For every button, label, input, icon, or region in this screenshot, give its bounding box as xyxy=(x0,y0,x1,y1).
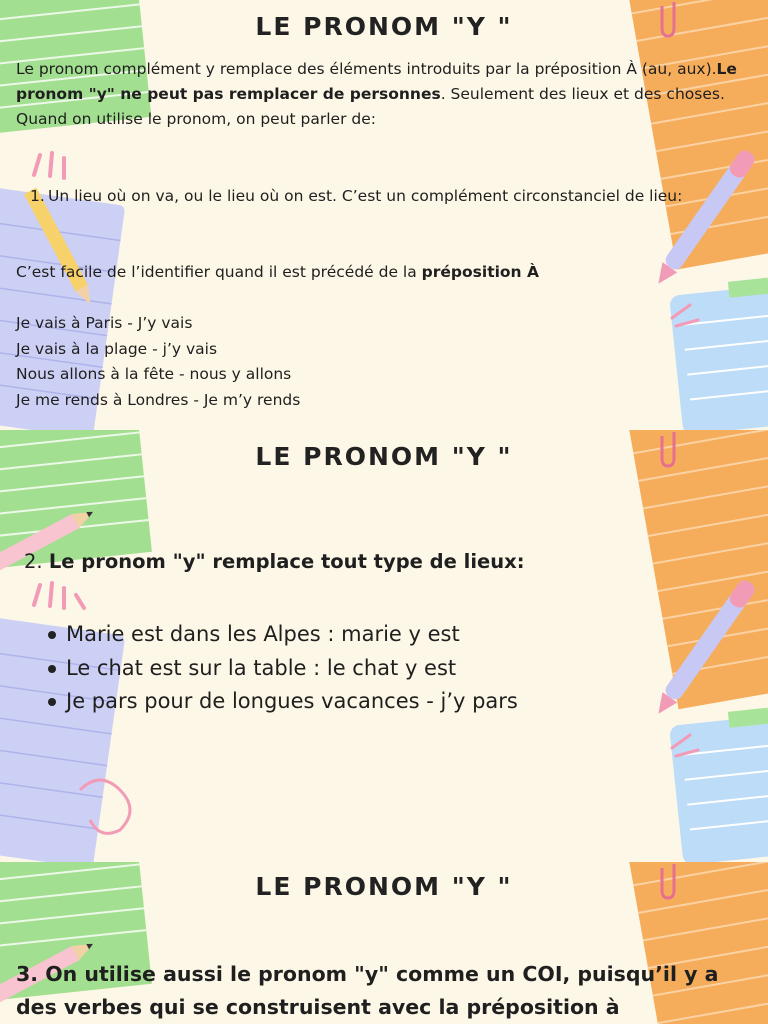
list-item xyxy=(46,652,518,686)
bullet-icon xyxy=(48,698,56,706)
slide-title: LE PRONOM "Y " xyxy=(255,872,513,901)
examples-list xyxy=(16,311,300,413)
slide-title: LE PRONOM "Y " xyxy=(255,442,513,471)
bullet-icon xyxy=(48,631,56,639)
list-item-text: Un lieu où on va, ou le lieu où on est. C’est un complément circonstanciel de lieu: xyxy=(48,187,683,205)
intro-tail: . Seulement des lieux et des choses. xyxy=(440,85,725,103)
example-line: Je vais à la plage - j’y vais xyxy=(16,339,218,358)
note-paragraph xyxy=(16,260,748,285)
blue-notepaper-icon xyxy=(668,703,768,862)
intro-line2: Quand on utilise le pronom, on peut parler de: xyxy=(16,110,376,128)
heading-number: 2. xyxy=(24,550,49,573)
blue-notepaper-icon xyxy=(668,273,768,430)
slide-3 xyxy=(0,862,768,1024)
bullet-list xyxy=(46,618,518,719)
slide-title: LE PRONOM "Y " xyxy=(255,12,513,41)
section-heading xyxy=(24,550,525,573)
squiggle-icon xyxy=(34,153,64,178)
ordered-list-item xyxy=(30,184,720,209)
bullet-icon xyxy=(48,665,56,673)
slide-2 xyxy=(0,430,768,862)
list-item-text: Le chat est sur la table : le chat y est xyxy=(66,655,457,680)
list-item-text: Marie est dans les Alpes : marie y est xyxy=(66,622,460,646)
intro-paragraph xyxy=(16,57,748,132)
list-number: 1. xyxy=(30,187,45,205)
intro-text: Le pronom complément y remplace des éléments introduits par la préposition À (au, aux). xyxy=(16,60,717,78)
section-heading: 3. On utilise aussi le pronom "y" comme un COI, puisqu’il y a des verbes qui se construisent avec la préposition à xyxy=(16,962,719,1019)
example-line: Nous allons à la fête - nous y allons xyxy=(16,365,292,383)
example-line: Je vais à Paris - J’y vais xyxy=(16,314,193,332)
note-bold: préposition À xyxy=(421,263,539,281)
list-item xyxy=(46,685,518,719)
list-item-text: Je pars pour de longues vacances - j’y pars xyxy=(66,689,518,713)
intro-bold: Le pronom "y" ne peut pas remplacer de personnes xyxy=(16,60,737,103)
slide-1 xyxy=(0,0,768,430)
heading-text: Le pronom "y" remplace tout type de lieux: xyxy=(48,550,525,573)
note-text: C’est facile de l’identifier quand il est précédé de la xyxy=(16,263,422,281)
example-line: Je me rends à Londres - Je m’y rends xyxy=(16,390,301,409)
squiggle-icon xyxy=(34,583,84,608)
list-item xyxy=(46,618,518,652)
